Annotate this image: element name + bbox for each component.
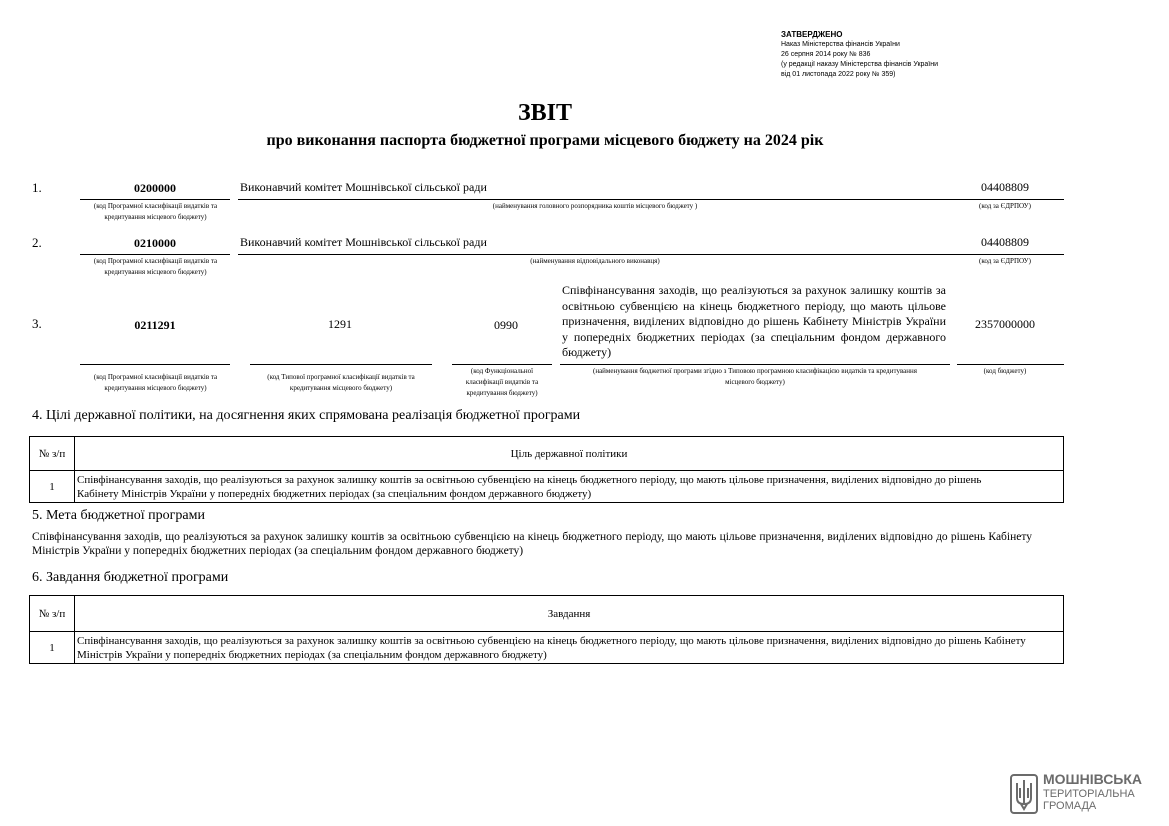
trident-icon: [1010, 774, 1038, 814]
row3-budget-code: 2357000000: [975, 317, 1035, 331]
row3-name-line: [560, 364, 950, 365]
approval-line: Наказ Міністерства фінансів України: [781, 41, 900, 48]
table-row: [30, 632, 1064, 664]
section6-heading: 6. Завдання бюджетної програми: [32, 570, 229, 585]
row1-name: Виконавчий комітет Мошнівської сільської ради: [240, 180, 487, 194]
goals-header-goal: Ціль державної політики: [75, 437, 1064, 471]
row3-program-code: 0211291: [134, 318, 176, 332]
row3-budget-caption: (код бюджету): [983, 367, 1027, 375]
row1-name-caption: (найменування головного розпорядника коштів місцевого бюджету ): [492, 202, 698, 210]
row3-code-caption: (код Програмної класифікації видатків та кредитування місцевого бюджету): [93, 373, 218, 392]
row3-functional-code: 0990: [494, 318, 518, 332]
report-title: ЗВІТ: [517, 100, 573, 126]
approval-line: (у редакції наказу Міністерства фінансів України: [781, 61, 939, 68]
row1-code-caption: (код Програмної класифікації видатків та кредитування місцевого бюджету): [93, 202, 218, 221]
goals-row-text: Співфінансування заходів, що реалізуються за рахунок залишку коштів за освітньою субвенцією на кінець бюджетного періоду, що мають цільове призначення, виділених відповідно до рішень Кабінету Міністрів України у попередніх бюджетних періодах (за спеціальним фондом державного бюджету): [75, 471, 1064, 503]
goals-table: [29, 436, 1064, 503]
row1-edrpou: 04408809: [981, 180, 1029, 194]
row3-functional-line: [452, 364, 552, 365]
row2-edrpou: 04408809: [981, 235, 1029, 249]
row2-program-code: 0210000: [134, 236, 176, 250]
table-row: [30, 471, 1064, 503]
row2-edrpou-caption: (код за ЄДРПОУ): [979, 257, 1031, 265]
approval-title: ЗАТВЕРДЖЕНО: [781, 30, 843, 39]
row2-name: Виконавчий комітет Мошнівської сільської ради: [240, 235, 487, 249]
row3-name-caption: (найменування бюджетної програми згідно з Типовою програмною класифікацією видатків та кредитування місцевого бюджету): [593, 367, 917, 386]
approval-line: 26 серпня 2014 року № 836: [781, 51, 871, 58]
row1-program-code: 0200000: [134, 181, 176, 195]
row1-name-line: [238, 199, 1064, 200]
row3-typical-line: [250, 364, 432, 365]
row3-code-line: [80, 364, 230, 365]
row2-name-caption: (найменування відповідального виконавця): [530, 257, 660, 265]
row3-typical-code: 1291: [328, 317, 352, 331]
logo-line2: ТЕРИТОРІАЛЬНА: [1043, 788, 1135, 800]
row3-budget-line: [957, 364, 1064, 365]
row3-functional-caption: (код Функціональної класифікації видатків та кредитування бюджету): [465, 367, 539, 397]
row1-code-line: [80, 199, 230, 200]
row1-edrpou-caption: (код за ЄДРПОУ): [979, 202, 1031, 210]
goals-header-num: № з/п: [30, 437, 75, 471]
tasks-header-num: № з/п: [30, 596, 75, 632]
logo-line1: МОШНІВСЬКА: [1043, 771, 1143, 787]
row3-number: 3.: [32, 316, 42, 331]
tasks-row-text: Співфінансування заходів, що реалізуються за рахунок залишку коштів за освітньою субвенцією на кінець бюджетного періоду, що мають цільове призначення, виділених відповідно до рішень Кабінету Міністрів України у попередніх бюджетних періодах (за спеціальним фондом державного бюджету): [75, 632, 1064, 664]
row2-name-line: [238, 254, 1064, 255]
section5-text: Співфінансування заходів, що реалізуються за рахунок залишку коштів за освітньою субвенцією на кінець бюджетного періоду, що мають цільове призначення, виділених відповідно до рішень Кабінету Міністрів України у попередніх бюджетних періодах (за спеціальним фондом державного бюджету): [32, 531, 1032, 557]
report-subtitle: про виконання паспорта бюджетної програми місцевого бюджету на 2024 рік: [266, 132, 824, 149]
row3-program-name: Співфінансування заходів, що реалізуються за рахунок залишку коштів за освітньою субвенцією на кінець бюджетного періоду, що мають цільове призначення, виділених відповідно до рішень Кабінету Міністрів України у попередніх бюджетних періодах (за спеціальним фондом державного бюджету): [562, 283, 946, 359]
tasks-header-task: Завдання: [75, 596, 1064, 632]
row2-number: 2.: [32, 235, 42, 250]
approval-block: [781, 30, 938, 80]
tasks-row-num: 1: [30, 632, 75, 664]
row3-typical-caption: (код Типової програмної класифікації видатків та кредитування місцевого бюджету): [267, 373, 415, 392]
tasks-table: [29, 595, 1064, 664]
section4-heading: 4. Цілі державної політики, на досягнення яких спрямована реалізація бюджетної програми: [32, 408, 581, 423]
approval-line: від 01 листопада 2022 року № 359): [781, 71, 896, 78]
row2-code-caption: (код Програмної класифікації видатків та кредитування місцевого бюджету): [93, 257, 218, 276]
logo-line3: ГРОМАДА: [1043, 800, 1097, 812]
goals-row-num: 1: [30, 471, 75, 503]
section5-heading: 5. Мета бюджетної програми: [32, 508, 205, 523]
row2-code-line: [80, 254, 230, 255]
community-logo: [1010, 773, 1160, 818]
row1-number: 1.: [32, 180, 42, 195]
